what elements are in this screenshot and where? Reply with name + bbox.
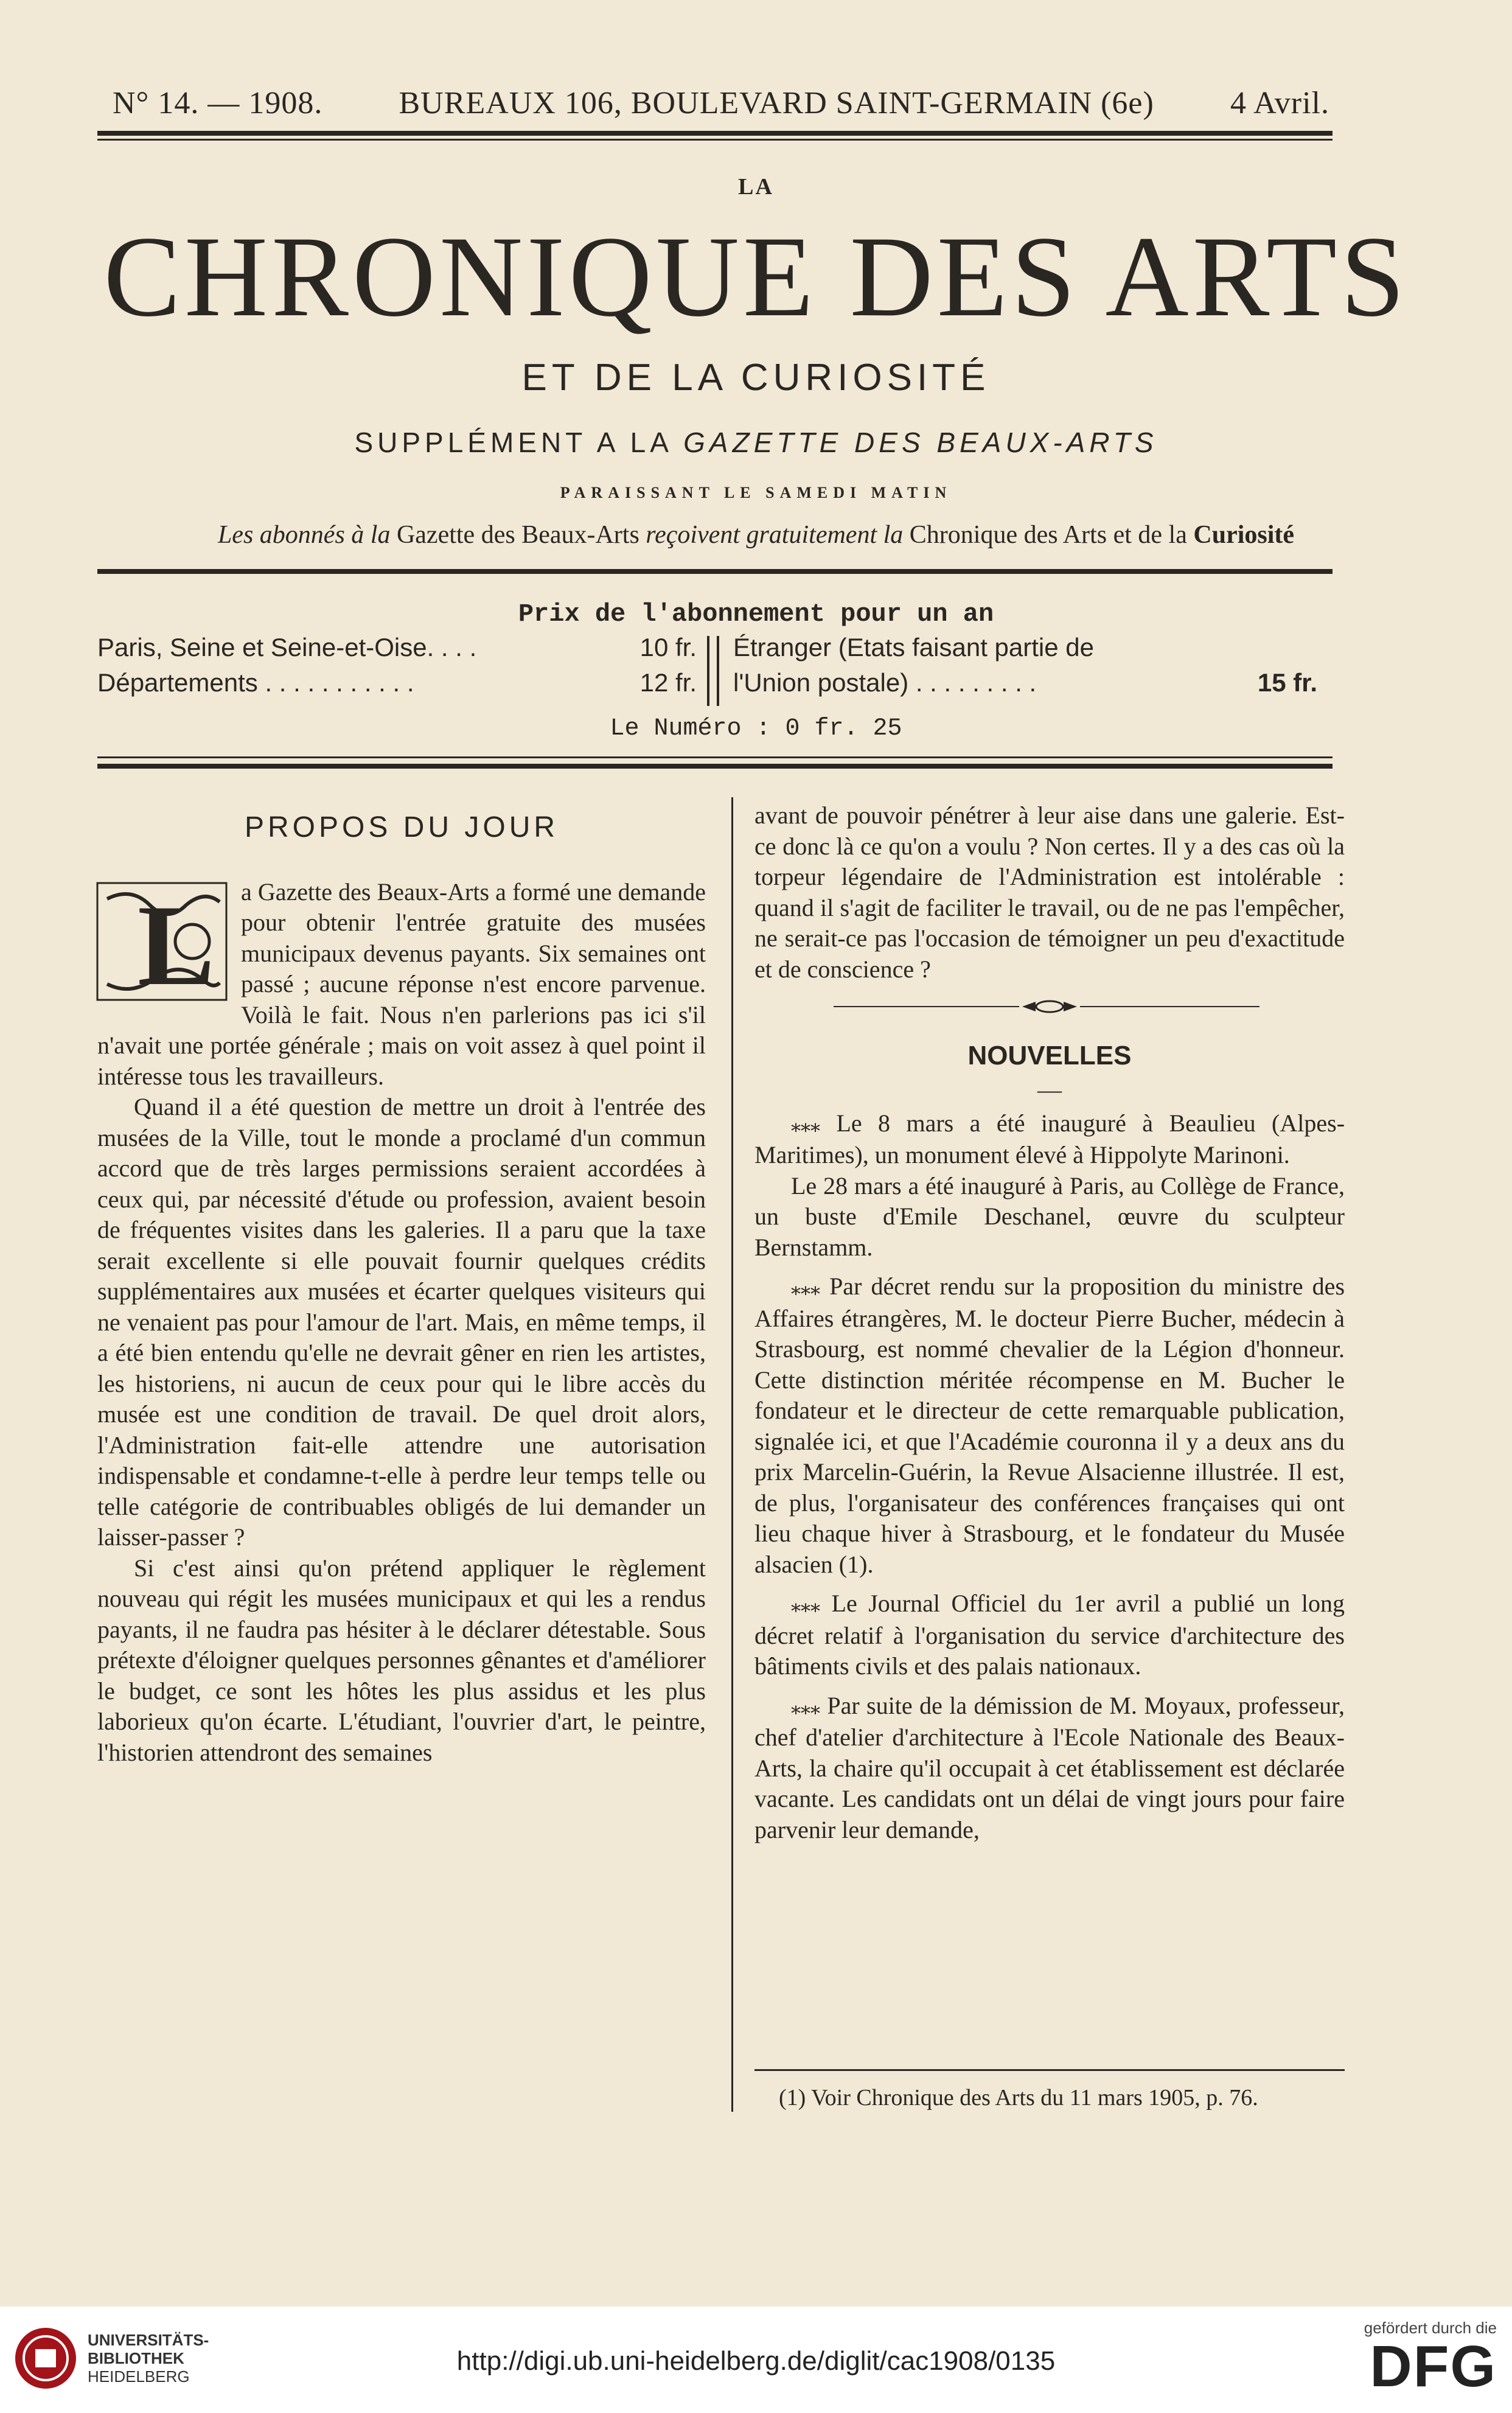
masthead-rule xyxy=(97,569,1333,574)
masthead-subtitle: ET DE LA CURIOSITÉ xyxy=(521,357,991,399)
issue-date: 4 Avril. xyxy=(1230,86,1329,120)
header-rule-thin xyxy=(97,139,1333,141)
dfg-logo-text: DFG xyxy=(1370,2334,1497,2399)
library-name-line: BIBLIOTHEK xyxy=(88,2349,184,2367)
single-issue-price: Le Numéro : 0 fr. 25 xyxy=(610,715,902,742)
office-address: BUREAUX 106, BOULEVARD SAINT-GERMAIN (6e) xyxy=(399,86,1154,120)
issue-header xyxy=(113,85,1329,121)
library-name-line: UNIVERSITÄTS- xyxy=(88,2331,209,2349)
subscription-row xyxy=(97,633,697,668)
subscription-price: 10 fr. xyxy=(639,633,697,662)
asterism-icon: ⁎⁎⁎ xyxy=(791,1277,820,1299)
subscription-label: Départements . . . . . . . . . . . xyxy=(97,668,414,697)
issue-number: N° 14. — 1908. xyxy=(113,86,323,120)
news-text: Par suite de la démission de M. Moyaux, professeur, chef d'atelier d'architecture à l'Ecole Nationale des Beaux-Arts, la chaire qu'il occupait à cet établissement est déclarée vacante. Les candidats ont un délai de vingt jours pour faire parvenir leur demande, xyxy=(754,1691,1345,1843)
section-title-nouvelles: NOUVELLES xyxy=(967,1041,1132,1070)
subscription-price: 12 fr. xyxy=(639,668,697,697)
subscription-row xyxy=(733,668,1317,704)
news-text: Par décret rendu sur la proposition du ministre des Affaires étrangères, M. le docteur Pierre Bucher, médecin à Strasbourg, est nommé chevalier de la Légion d'honneur. Cette distinction méritée récompense en M. Bucher le fondateur et le directeur de cette remarquable publication, signalée ici, et que l'Académie couronna il y a deux ans du prix Marcelin-Guérin, la Revue Alsacienne illustrée. Il est, de plus, l'organisateur des conférences françaises qui ont lieu chaque hiver à Strasbourg, et le fondateur du Musée alsacien (1). xyxy=(754,1273,1345,1578)
paragraph: Quand il a été question de mettre un droit à l'entrée des musées de la Ville, tout le monde a proclamé d'un commun accord que de très larges permissions seraient accordées à ceux qui, par nécessité d'étude ou profession, avaient besoin de fréquentes visites dans les galeries. Il a paru que la taxe serait excellente si elle pouvait fournir quelques crédits supplémentaires aux musées et écarter quelques visiteurs qui ne venaient pas pour l'amour de l'art. Mais, en même temps, il a été bien entendu qu'elle ne devrait gêner en rien les artistes, les historiens, ni aucun de ceux pour qui le libre accès du musée est une condition de travail. De quel droit alors, l'Administration fait-elle attendre une autorisation indispensable et condamne-t-elle à perdre leur temps telle ou telle catégorie de contribuables obligés de lui demander un laisser-passer ? xyxy=(97,1093,706,1551)
right-column xyxy=(754,800,1345,1845)
permalink-url[interactable]: http://digi.ub.uni-heidelberg.de/diglit/cac1908/0135 xyxy=(456,2346,1056,2376)
subscribers-note xyxy=(0,520,1512,550)
news-item xyxy=(754,1108,1345,1171)
subscription-divider xyxy=(707,636,709,706)
news-item xyxy=(754,1271,1345,1580)
supplement-line xyxy=(0,426,1512,459)
subscription-label: Paris, Seine et Seine-et-Oise. . . . xyxy=(97,633,477,662)
subscribers-note-part5: Curiosité xyxy=(1193,521,1295,549)
news-text: Le 28 mars a été inauguré à Paris, au Collège de France, un buste d'Emile Deschanel, œuvre du sculpteur Bernstamm. xyxy=(754,1172,1345,1261)
news-item xyxy=(754,1171,1345,1263)
subscription-foreign-label: Étranger (Etats faisant partie de xyxy=(733,633,1094,662)
left-column xyxy=(97,812,706,1768)
masthead-article: LA xyxy=(738,174,774,200)
dropcap-ornament xyxy=(95,881,229,1002)
masthead-title: CHRONIQUE DES ARTS xyxy=(103,213,1409,341)
supplement-prefix: SUPPLÉMENT A LA xyxy=(354,427,684,458)
column-divider xyxy=(731,797,733,2112)
news-text: Le 8 mars a été inauguré à Beaulieu (Alpes-Maritimes), un monument élevé à Hippolyte Marinoni. xyxy=(754,1109,1345,1168)
asterism-icon: ⁎⁎⁎ xyxy=(791,1594,820,1616)
dfg-funding-logo[interactable] xyxy=(1364,2319,1497,2399)
dropcap-letter: L xyxy=(138,881,215,1002)
footnote: (1) Voir Chronique des Arts du 11 mars 1905, p. 76. xyxy=(779,2085,1258,2111)
subscription-divider xyxy=(717,636,719,706)
subscription-foreign-label-2: l'Union postale) . . . . . . . . . xyxy=(733,668,1037,697)
subscribers-note-part2: Gazette des Beaux-Arts xyxy=(390,521,646,549)
funding-text: gefördert durch die xyxy=(1364,2319,1497,2337)
news-item xyxy=(754,1691,1345,1846)
paragraph: Si c'est ainsi qu'on prétend appliquer le règlement nouveau qui régit les musées municipaux et qui les a rendus payants, il ne faudra pas hésiter à le déclarer détestable. Sous prétexte d'éloigner quelques personnes gênantes et d'améliorer le budget, ce sont les hôtes les plus assidus et les plus laborieux qu'on écarte. L'étudiant, l'ouvrier d'art, le peintre, l'historien attendront des semaines xyxy=(97,1554,706,1766)
subscription-france xyxy=(97,633,697,704)
tarif-rule-thick xyxy=(97,764,1333,769)
subscribers-note-part3: reçoivent gratuitement la xyxy=(646,521,904,549)
supplement-journal: GAZETTE DES BEAUX-ARTS xyxy=(683,427,1158,458)
header-rule xyxy=(97,131,1333,136)
subscription-title: Prix de l'abonnement pour un an xyxy=(518,599,994,629)
subscription-foreign xyxy=(733,633,1317,704)
subscribers-note-part1: Les abonnés à la xyxy=(217,521,391,549)
paragraph-continuation: avant de pouvoir pénétrer à leur aise dans une galerie. Est-ce donc là ce qu'on a voulu ? Non certes. Il y a des cas où la torpeur légendaire de l'Administration est intolérable : quand il s'agit de faciliter le travail, ou de ne pas l'empêcher, ne serait-ce pas l'occasion de témoigner un peu d'exactitude et de conscience ? xyxy=(754,801,1345,983)
ornament-divider xyxy=(754,985,1345,1028)
subscription-foreign-price: 15 fr. xyxy=(1257,668,1317,697)
subscription-row xyxy=(97,668,697,704)
digitization-footer xyxy=(0,2306,1512,2413)
publication-schedule: PARAISSANT LE SAMEDI MATIN xyxy=(560,484,952,501)
paragraph: a Gazette des Beaux-Arts a formé une demande pour obtenir l'entrée gratuite des musées municipaux devenus payants. Six semaines ont passé ; aucune réponse n'est encore parvenue. Voilà le fait. Nous n'en parlerions pas ici s'il n'avait une portée générale ; mais on voit assez à quel point il intéresse tous les travailleurs. xyxy=(97,878,706,1090)
footnote-rule xyxy=(754,2069,1345,2071)
section-title-propos: PROPOS DU JOUR xyxy=(244,811,559,843)
library-name-line: HEIDELBERG xyxy=(88,2367,190,2386)
title-dash: — xyxy=(1037,1075,1062,1103)
asterism-icon: ⁎⁎⁎ xyxy=(791,1695,820,1718)
news-text: Le Journal Officiel du 1er avril a publié un long décret relatif à l'organisation du service d'architecture des bâtiments civils et des palais nationaux. xyxy=(754,1590,1345,1680)
news-item xyxy=(754,1588,1345,1682)
subscribers-note-part4: Chronique des Arts et de la xyxy=(903,521,1194,549)
asterism-icon: ⁎⁎⁎ xyxy=(791,1113,820,1136)
tarif-rule xyxy=(97,756,1333,758)
subscription-row xyxy=(733,633,1317,668)
